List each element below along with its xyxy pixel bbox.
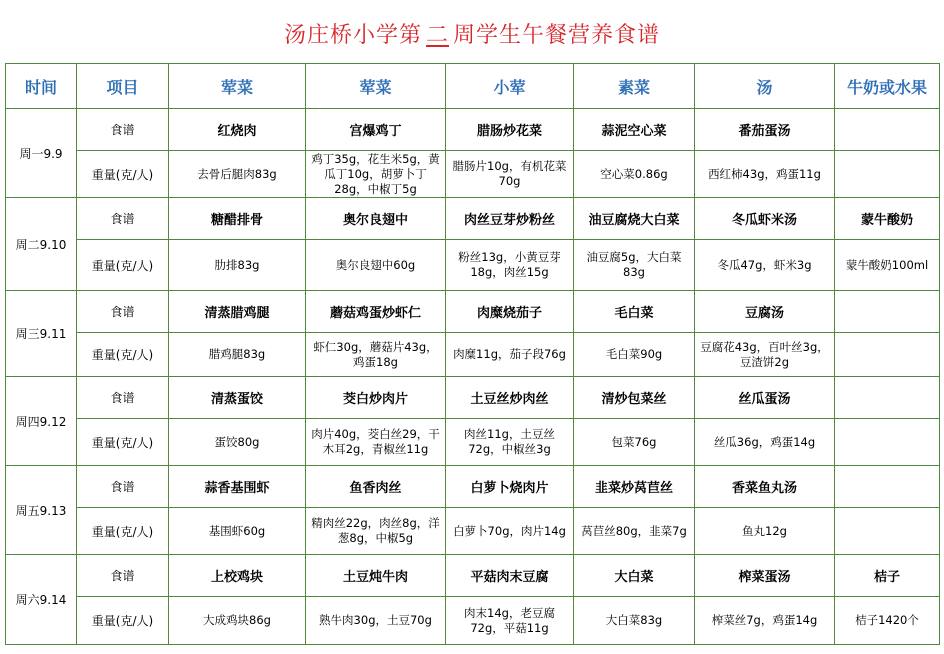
day-cell: 周六9.14: [6, 555, 77, 645]
dish-cell: 冬瓜虾米汤: [695, 198, 835, 240]
table-row: [6, 466, 940, 508]
title-suffix: 周学生午餐营养食谱: [453, 23, 661, 48]
dish-cell: 白萝卜烧肉片: [446, 466, 574, 508]
recipe-label: 食谱: [77, 198, 169, 240]
dish-cell: 清炒包菜丝: [574, 377, 695, 419]
weight-cell: 肉末14g，老豆腐72g，平菇11g: [446, 597, 574, 645]
recipe-label: 食谱: [77, 377, 169, 419]
weight-cell: 蒙牛酸奶100ml: [835, 240, 940, 291]
table-row: [6, 198, 940, 240]
dish-cell: 油豆腐烧大白菜: [574, 198, 695, 240]
dish-cell: 清蒸蛋饺: [169, 377, 306, 419]
dish-cell: [835, 377, 940, 419]
title-week-number: 二: [425, 23, 449, 48]
weight-cell: 腊肠片10g，有机花菜70g: [446, 151, 574, 198]
weight-label: 重量(克/人): [77, 597, 169, 645]
weight-cell: 腊鸡腿83g: [169, 333, 306, 377]
weight-cell: 油豆腐5g，大白菜83g: [574, 240, 695, 291]
recipe-label: 食谱: [77, 555, 169, 597]
table-row: [6, 419, 940, 466]
dish-cell: 红烧肉: [169, 109, 306, 151]
menu-table: [5, 63, 940, 645]
weight-cell: 去骨后腿肉83g: [169, 151, 306, 198]
table-row: [6, 508, 940, 555]
weight-cell: 包菜76g: [574, 419, 695, 466]
dish-cell: 香菜鱼丸汤: [695, 466, 835, 508]
weight-cell: 空心菜0.86g: [574, 151, 695, 198]
dish-cell: 毛白菜: [574, 291, 695, 333]
table-row: [6, 333, 940, 377]
page-title: [0, 18, 944, 49]
dish-cell: 土豆炖牛肉: [306, 555, 446, 597]
dish-cell: 上校鸡块: [169, 555, 306, 597]
header-milk-fruit: 牛奶或水果: [835, 64, 940, 109]
weight-label: 重量(克/人): [77, 240, 169, 291]
table-row: [6, 151, 940, 198]
weight-cell: [835, 333, 940, 377]
weight-cell: 粉丝13g，小黄豆芽18g，肉丝15g: [446, 240, 574, 291]
weight-cell: [835, 151, 940, 198]
dish-cell: 蒙牛酸奶: [835, 198, 940, 240]
weight-cell: [835, 508, 940, 555]
dish-cell: 蘑菇鸡蛋炒虾仁: [306, 291, 446, 333]
weight-cell: 鸡丁35g，花生米5g，黄瓜丁10g，胡萝卜丁28g，中椒丁5g: [306, 151, 446, 198]
day-cell: 周五9.13: [6, 466, 77, 555]
weight-cell: 桔子1420个: [835, 597, 940, 645]
weight-cell: 毛白菜90g: [574, 333, 695, 377]
dish-cell: 鱼香肉丝: [306, 466, 446, 508]
day-cell: 周三9.11: [6, 291, 77, 377]
table-row: [6, 597, 940, 645]
dish-cell: 豆腐汤: [695, 291, 835, 333]
recipe-label: 食谱: [77, 109, 169, 151]
dish-cell: 土豆丝炒肉丝: [446, 377, 574, 419]
weight-cell: 大白菜83g: [574, 597, 695, 645]
dish-cell: 蒜香基围虾: [169, 466, 306, 508]
weight-cell: 豆腐花43g，百叶丝3g，豆渣饼2g: [695, 333, 835, 377]
weight-cell: 熟牛肉30g，土豆70g: [306, 597, 446, 645]
table-row: [6, 377, 940, 419]
table-row: [6, 109, 940, 151]
dish-cell: 蒜泥空心菜: [574, 109, 695, 151]
weight-cell: 肉片40g，茭白丝29，干木耳2g，青椒丝11g: [306, 419, 446, 466]
weight-cell: 肉丝11g，土豆丝72g，中椒丝3g: [446, 419, 574, 466]
dish-cell: 丝瓜蛋汤: [695, 377, 835, 419]
weight-cell: 奥尔良翅中60g: [306, 240, 446, 291]
header-soup: 汤: [695, 64, 835, 109]
weight-cell: 榨菜丝7g，鸡蛋14g: [695, 597, 835, 645]
table-row: [6, 555, 940, 597]
header-item: 项目: [77, 64, 169, 109]
weight-cell: 基围虾60g: [169, 508, 306, 555]
dish-cell: 宫爆鸡丁: [306, 109, 446, 151]
day-cell: 周二9.10: [6, 198, 77, 291]
weight-label: 重量(克/人): [77, 508, 169, 555]
title-prefix: 汤庄桥小学第: [283, 23, 422, 48]
weight-cell: 莴苣丝80g，韭菜7g: [574, 508, 695, 555]
day-cell: 周一9.9: [6, 109, 77, 198]
dish-cell: [835, 109, 940, 151]
dish-cell: [835, 291, 940, 333]
dish-cell: 肉丝豆芽炒粉丝: [446, 198, 574, 240]
dish-cell: 茭白炒肉片: [306, 377, 446, 419]
header-meat-1: 荤菜: [169, 64, 306, 109]
table-row: [6, 240, 940, 291]
dish-cell: 腊肠炒花菜: [446, 109, 574, 151]
day-cell: 周四9.12: [6, 377, 77, 466]
header-vegetable: 素菜: [574, 64, 695, 109]
recipe-label: 食谱: [77, 466, 169, 508]
weight-cell: [835, 419, 940, 466]
weight-label: 重量(克/人): [77, 333, 169, 377]
dish-cell: [835, 466, 940, 508]
recipe-label: 食谱: [77, 291, 169, 333]
weight-cell: 白萝卜70g，肉片14g: [446, 508, 574, 555]
dish-cell: 番茄蛋汤: [695, 109, 835, 151]
weight-cell: 蛋饺80g: [169, 419, 306, 466]
weight-cell: 西红柿43g，鸡蛋11g: [695, 151, 835, 198]
dish-cell: 桔子: [835, 555, 940, 597]
dish-cell: 榨菜蛋汤: [695, 555, 835, 597]
weight-cell: 肋排83g: [169, 240, 306, 291]
weight-cell: 肉糜11g，茄子段76g: [446, 333, 574, 377]
dish-cell: 奥尔良翅中: [306, 198, 446, 240]
header-small-meat: 小荤: [446, 64, 574, 109]
dish-cell: 清蒸腊鸡腿: [169, 291, 306, 333]
header-row: [6, 64, 940, 109]
weight-label: 重量(克/人): [77, 419, 169, 466]
weight-cell: 大成鸡块86g: [169, 597, 306, 645]
header-meat-2: 荤菜: [306, 64, 446, 109]
weight-cell: 精肉丝22g，肉丝8g，洋葱8g，中椒5g: [306, 508, 446, 555]
dish-cell: 糖醋排骨: [169, 198, 306, 240]
weight-label: 重量(克/人): [77, 151, 169, 198]
dish-cell: 大白菜: [574, 555, 695, 597]
weight-cell: 冬瓜47g，虾米3g: [695, 240, 835, 291]
weight-cell: 丝瓜36g，鸡蛋14g: [695, 419, 835, 466]
header-time: 时间: [6, 64, 77, 109]
weight-cell: 虾仁30g，蘑菇片43g，鸡蛋18g: [306, 333, 446, 377]
dish-cell: 肉糜烧茄子: [446, 291, 574, 333]
table-row: [6, 291, 940, 333]
weight-cell: 鱼丸12g: [695, 508, 835, 555]
dish-cell: 平菇肉末豆腐: [446, 555, 574, 597]
dish-cell: 韭菜炒莴苣丝: [574, 466, 695, 508]
